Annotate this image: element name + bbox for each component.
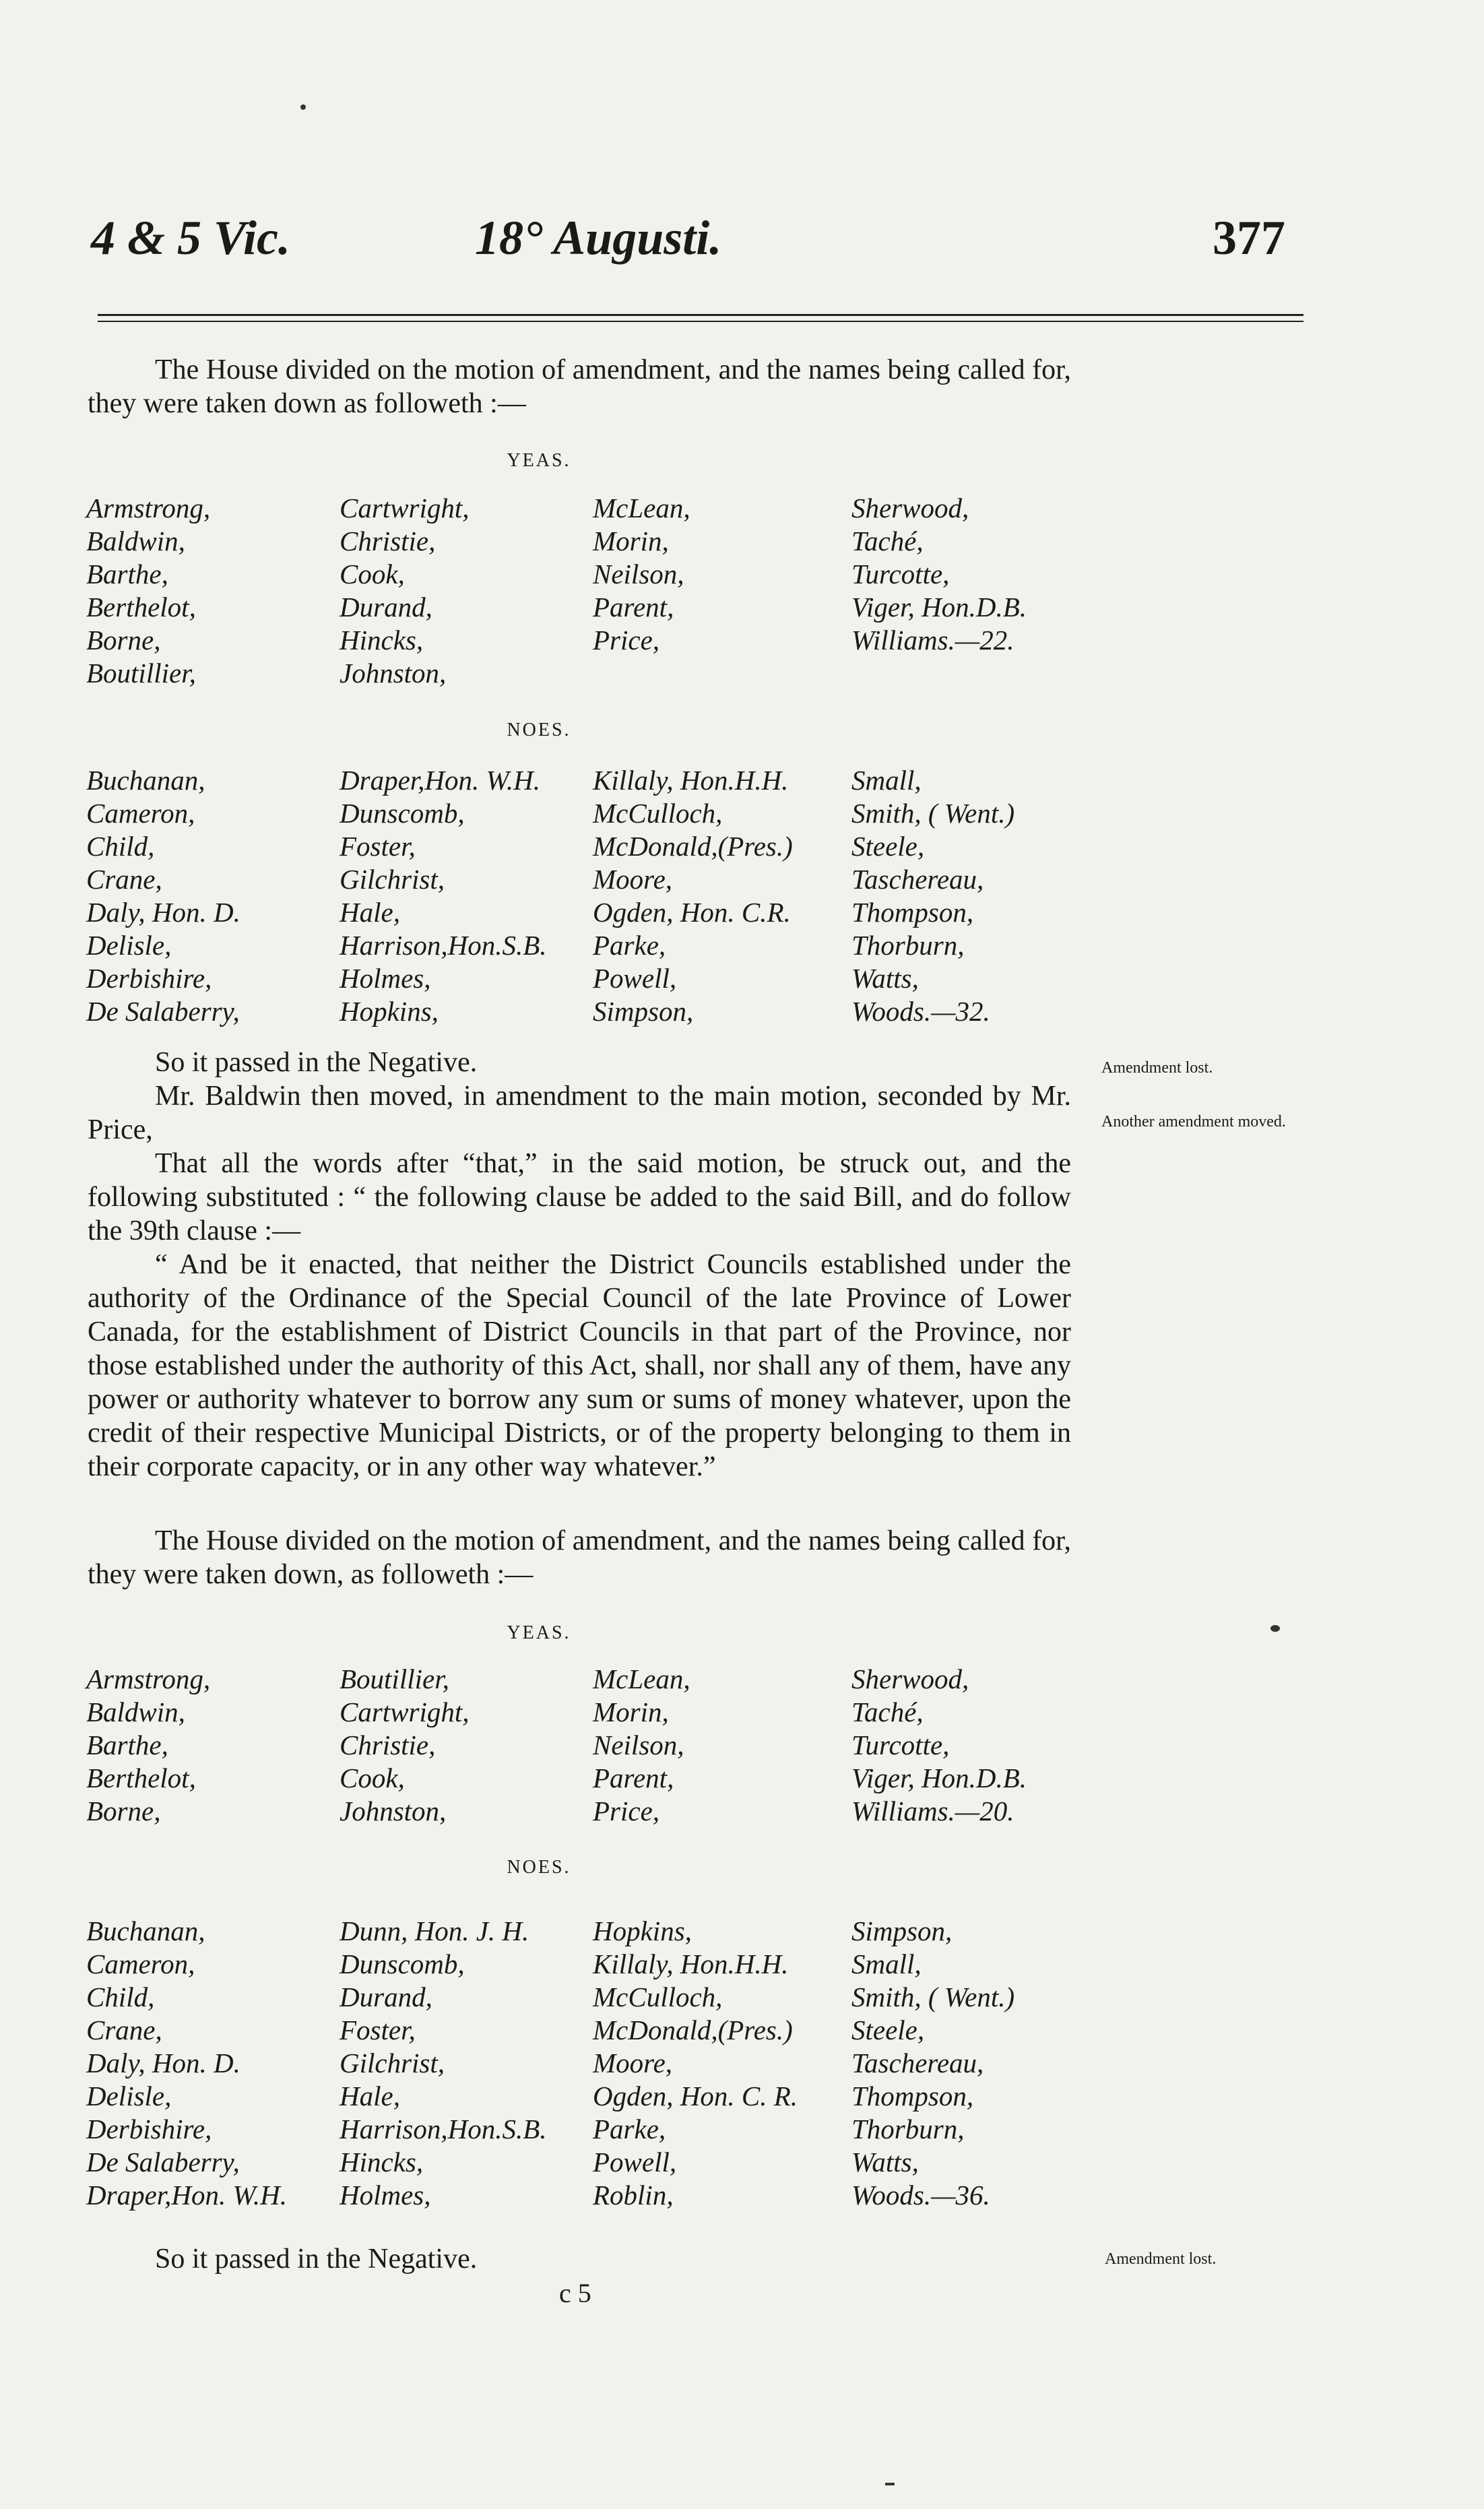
member-name: Parke,: [593, 930, 666, 961]
member-name: Cartwright,: [340, 493, 470, 523]
date-heading: 18° Augusti.: [475, 211, 722, 265]
motion-words: That all the words after “that,” in the said motion, be struck out, and the following substituted : “ the following clause be added to the said Bill, and do follow the 39th clause :—: [88, 1148, 1071, 1246]
member-name: Thorburn,: [851, 930, 965, 961]
member-name: Child,: [86, 831, 155, 862]
member-name: Taché,: [851, 1696, 924, 1727]
member-name: Buchanan,: [86, 765, 205, 796]
member-name: Small,: [851, 765, 922, 796]
member-name: Buchanan,: [86, 1915, 205, 1946]
member-name: Turcotte,: [851, 559, 950, 590]
member-name: Morin,: [593, 1696, 669, 1727]
member-name: Watts,: [851, 963, 919, 994]
signature-mark: c 5: [559, 2278, 591, 2308]
member-name: Boutillier,: [340, 1663, 449, 1694]
vote-row: [86, 896, 1097, 929]
vote-row: [86, 1663, 1097, 1696]
page-number: 377: [1213, 211, 1285, 265]
motion-moved: Mr. Baldwin then moved, in amendment to the main motion, seconded by Mr. Price,: [88, 1081, 1071, 1145]
member-name: Armstrong,: [86, 1663, 211, 1694]
header-rule-bottom: [98, 321, 1303, 322]
division1-noes-label: NOES.: [507, 720, 571, 740]
vote-row: [86, 2014, 1097, 2047]
print-speck: [885, 2483, 895, 2485]
member-name: Ogden, Hon. C. R.: [593, 2081, 798, 2111]
member-name: Parke,: [593, 2114, 666, 2145]
member-name: Parent,: [593, 1762, 674, 1793]
member-name: Daly, Hon. D.: [86, 897, 240, 928]
division1-intro: [88, 353, 1071, 420]
member-name: Small,: [851, 1948, 922, 1979]
member-name: Berthelot,: [86, 1762, 196, 1793]
motion-clause: “ And be it enacted, that neither the District Councils established under the authority of the Ordinance of the Special Council of the late Province of Lower Canada, for the establishment of District Councils in that part of the Province, nor those established under the authority of this Act, shall, nor shall any of them, have any power or authority whatever to borrow any sum or sums of money whatever, upon the credit of their respective Municipal Districts, or of the property belonging to them in their corporate capacity, or in any other way whatever.”: [88, 1249, 1071, 1482]
member-name: Turcotte,: [851, 1729, 950, 1760]
vote-row: [86, 2146, 1097, 2179]
division2-noes-table: [86, 1915, 1097, 2212]
vote-row: [86, 558, 1097, 591]
vote-row: [86, 624, 1097, 657]
print-speck: [300, 104, 306, 110]
vote-row: [86, 830, 1097, 863]
member-name: Dunscomb,: [340, 798, 465, 829]
member-name: Johnston,: [340, 658, 447, 689]
member-name: Thompson,: [851, 2081, 974, 2111]
member-name: Hale,: [340, 2081, 400, 2111]
member-name: Viger, Hon.D.B.: [851, 1762, 1027, 1793]
margin-note-another-amendment: Another amendment moved.: [1101, 1113, 1286, 1131]
member-name: Baldwin,: [86, 1696, 185, 1727]
member-name: Roblin,: [593, 2180, 674, 2211]
member-name: Cook,: [340, 559, 405, 590]
member-name: Boutillier,: [86, 658, 196, 689]
member-name: Taché,: [851, 526, 924, 557]
member-name: Smith, ( Went.): [851, 1981, 1015, 2012]
member-name: Johnston,: [340, 1796, 447, 1827]
member-name: Gilchrist,: [340, 2047, 445, 2078]
member-name: McCulloch,: [593, 1981, 723, 2012]
vote-row: [86, 1696, 1097, 1729]
member-name: Neilson,: [593, 1729, 684, 1760]
member-name: Thorburn,: [851, 2114, 965, 2145]
member-name: Watts,: [851, 2147, 919, 2178]
division1-yeas-table: [86, 492, 1097, 690]
member-name: Price,: [593, 1796, 660, 1827]
member-name: Holmes,: [340, 2180, 431, 2211]
member-name: Cameron,: [86, 798, 195, 829]
vote-row: [86, 1948, 1097, 1981]
member-name: Morin,: [593, 526, 669, 557]
vote-row: [86, 2179, 1097, 2212]
member-name: Thompson,: [851, 897, 974, 928]
vote-row: [86, 591, 1097, 624]
member-name: Delisle,: [86, 930, 172, 961]
member-name: Christie,: [340, 1729, 436, 1760]
member-name: Hincks,: [340, 2147, 424, 2178]
member-name: Child,: [86, 1981, 155, 2012]
member-name: Steele,: [851, 831, 925, 862]
session-heading: 4 & 5 Vic.: [91, 211, 291, 265]
member-name: Taschereau,: [851, 864, 984, 895]
vote-row: [86, 525, 1097, 558]
division2-intro: [88, 1524, 1071, 1591]
member-name: Sherwood,: [851, 493, 969, 523]
member-name: Williams.—20.: [851, 1796, 1014, 1827]
vote-row: [86, 929, 1097, 962]
member-name: Derbishire,: [86, 963, 212, 994]
margin-note-amendment-lost-1: Amendment lost.: [1101, 1059, 1213, 1077]
member-name: Draper,Hon. W.H.: [340, 765, 541, 796]
member-name: Hincks,: [340, 625, 424, 656]
member-name: Barthe,: [86, 1729, 168, 1760]
member-name: Durand,: [340, 592, 432, 623]
member-name: Neilson,: [593, 559, 684, 590]
member-name: Moore,: [593, 864, 673, 895]
vote-row: [86, 1915, 1097, 1948]
member-name: Woods.—36.: [851, 2180, 990, 2211]
member-name: Delisle,: [86, 2081, 172, 2111]
division2-yeas-table: [86, 1663, 1097, 1828]
member-name: Smith, ( Went.): [851, 798, 1015, 829]
member-name: McCulloch,: [593, 798, 723, 829]
vote-row: [86, 863, 1097, 896]
member-name: Borne,: [86, 1796, 161, 1827]
division2-result: [88, 2242, 1071, 2276]
member-name: De Salaberry,: [86, 2147, 240, 2178]
vote-row: [86, 797, 1097, 830]
member-name: Berthelot,: [86, 592, 196, 623]
member-name: Cameron,: [86, 1948, 195, 1979]
member-name: Harrison,Hon.S.B.: [340, 930, 547, 961]
division2-noes-label: NOES.: [507, 1857, 571, 1878]
member-name: Holmes,: [340, 963, 431, 994]
member-name: Borne,: [86, 625, 161, 656]
member-name: Simpson,: [593, 996, 694, 1027]
member-name: Steele,: [851, 2014, 925, 2045]
member-name: De Salaberry,: [86, 996, 240, 1027]
vote-row: [86, 962, 1097, 995]
member-name: Woods.—32.: [851, 996, 990, 1027]
member-name: Cook,: [340, 1762, 405, 1793]
division1-result: [88, 1046, 1071, 1079]
division1-noes-table: [86, 764, 1097, 1028]
vote-row: [86, 1795, 1097, 1828]
member-name: Taschereau,: [851, 2047, 984, 2078]
member-name: Killaly, Hon.H.H.: [593, 765, 789, 796]
division1-intro-text: The House divided on the motion of amendment, and the names being called for, they were taken down as followeth :—: [88, 354, 1071, 419]
member-name: Christie,: [340, 526, 436, 557]
member-name: [593, 657, 851, 690]
member-name: Moore,: [593, 2047, 673, 2078]
member-name: McLean,: [593, 493, 690, 523]
member-name: Crane,: [86, 864, 162, 895]
margin-note-amendment-lost-2: Amendment lost.: [1105, 2250, 1217, 2268]
member-name: Crane,: [86, 2014, 162, 2045]
vote-row: [86, 1981, 1097, 2014]
member-name: McLean,: [593, 1663, 690, 1694]
motion-body: [88, 1079, 1071, 1484]
vote-row: [86, 2047, 1097, 2080]
member-name: Draper,Hon. W.H.: [86, 2180, 288, 2211]
member-name: Killaly, Hon.H.H.: [593, 1948, 789, 1979]
member-name: Powell,: [593, 963, 677, 994]
print-speck: [1270, 1625, 1280, 1632]
division1-result-text: So it passed in the Negative.: [155, 1047, 478, 1078]
member-name: Parent,: [593, 592, 674, 623]
member-name: Hopkins,: [593, 1915, 692, 1946]
member-name: Ogden, Hon. C.R.: [593, 897, 791, 928]
member-name: Hopkins,: [340, 996, 439, 1027]
member-name: Sherwood,: [851, 1663, 969, 1694]
vote-row: [86, 764, 1097, 797]
header-rule-top: [98, 314, 1303, 316]
division2-result-text: So it passed in the Negative.: [155, 2244, 478, 2275]
member-name: Foster,: [340, 2014, 416, 2045]
vote-row: [86, 995, 1097, 1028]
vote-row: [86, 492, 1097, 525]
member-name: Baldwin,: [86, 526, 185, 557]
member-name: Durand,: [340, 1981, 432, 2012]
member-name: Barthe,: [86, 559, 168, 590]
member-name: Hale,: [340, 897, 400, 928]
vote-row: [86, 2113, 1097, 2146]
member-name: Armstrong,: [86, 493, 211, 523]
member-name: Dunscomb,: [340, 1948, 465, 1979]
member-name: Gilchrist,: [340, 864, 445, 895]
member-name: Derbishire,: [86, 2114, 212, 2145]
vote-row: [86, 1729, 1097, 1762]
member-name: Cartwright,: [340, 1696, 470, 1727]
member-name: Williams.—22.: [851, 625, 1014, 656]
division1-yeas-label: YEAS.: [507, 450, 571, 471]
member-name: Price,: [593, 625, 660, 656]
member-name: Dunn, Hon. J. H.: [340, 1915, 529, 1946]
vote-row: [86, 1762, 1097, 1795]
member-name: Powell,: [593, 2147, 677, 2178]
member-name: Daly, Hon. D.: [86, 2047, 240, 2078]
member-name: McDonald,(Pres.): [593, 831, 793, 862]
division2-yeas-label: YEAS.: [507, 1622, 571, 1643]
division2-intro-text: The House divided on the motion of amendment, and the names being called for, they were taken down, as followeth :—: [88, 1525, 1071, 1590]
member-name: Viger, Hon.D.B.: [851, 592, 1027, 623]
vote-row: [86, 657, 1097, 690]
member-name: Simpson,: [851, 1915, 953, 1946]
vote-row: [86, 2080, 1097, 2113]
member-name: Harrison,Hon.S.B.: [340, 2114, 547, 2145]
member-name: McDonald,(Pres.): [593, 2014, 793, 2045]
member-name: Foster,: [340, 831, 416, 862]
member-name: [851, 657, 1097, 690]
